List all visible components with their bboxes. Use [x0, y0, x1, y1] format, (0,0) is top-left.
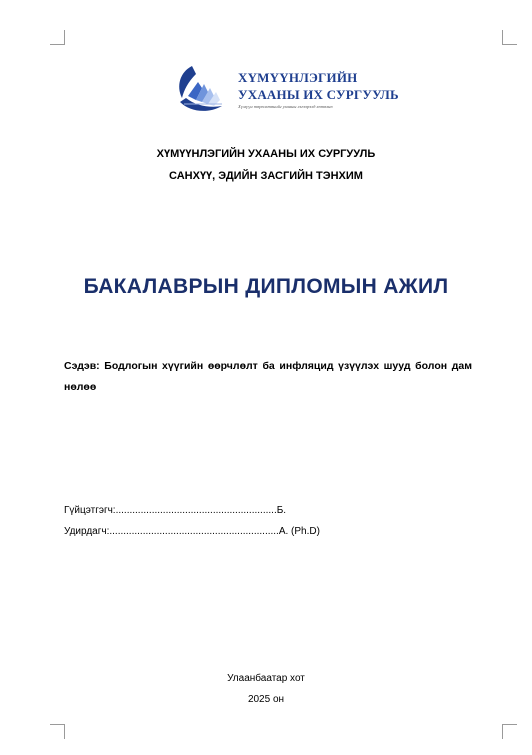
logo-text-line1: ХҮМҮҮНЛЭГИЙН: [238, 70, 358, 85]
university-logo: [174, 62, 399, 118]
thesis-topic: Сэдэв: Бодлогын хүүгийн өөрчлөлт ба инфляцид үзүүлэх шууд болон дам нөлөө: [64, 360, 472, 393]
executor-line: Гүйцэтгэгч:..........................................................Б.: [64, 505, 287, 516]
university-name: ХҮМҮҮНЛЭГИЙН УХААНЫ ИХ СУРГУУЛЬ: [156, 148, 376, 160]
department-name: САНХҮҮ, ЭДИЙН ЗАСГИЙН ТЭНХИМ: [169, 170, 363, 182]
logo-text-line2: УХААНЫ ИХ СУРГУУЛЬ: [238, 87, 399, 102]
crop-mark-bottom-left: [50, 724, 65, 739]
crop-mark-top-left: [50, 30, 65, 45]
city-label: Улаанбаатар хот: [227, 673, 305, 684]
crop-mark-top-right: [502, 30, 517, 45]
year-label: 2025 он: [247, 694, 285, 705]
logo-motto: Хүмүүн төрөлхтөнийг ухааны гэгээрэлд хөтөлнө: [238, 104, 333, 109]
document-title: БАКАЛАВРЫН ДИПЛОМЫН АЖИЛ: [83, 275, 449, 298]
university-emblem-icon: [174, 62, 232, 118]
supervisor-line: Удирдагч:.............................................................А. (Ph.D): [64, 526, 320, 537]
crop-mark-bottom-right: [502, 724, 517, 739]
